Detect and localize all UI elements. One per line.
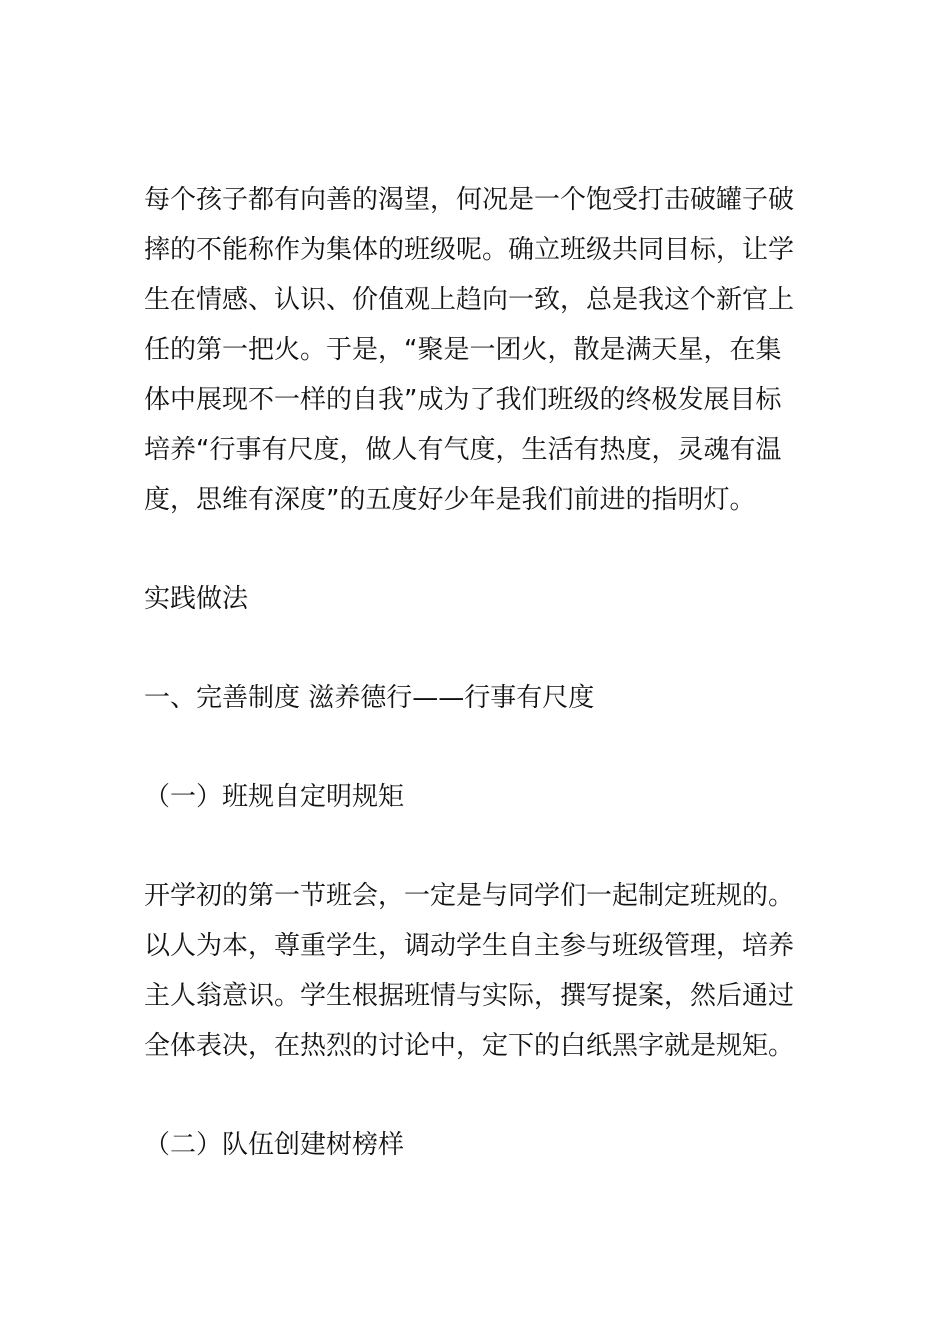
paragraph-2-line: 以人为本，尊重学生，调动学生自主参与班级管理，培养	[144, 931, 795, 961]
paragraph-1-line: 每个孩子都有向善的渴望，何况是一个饱受打击破罐子破	[144, 185, 795, 215]
paragraph-2-line: 主人翁意识。学生根据班情与实际，撰写提案，然后通过	[144, 981, 795, 1011]
heading-practice: 实践做法	[144, 584, 249, 614]
paragraph-2-line: 全体表决，在热烈的讨论中，定下的白纸黑字就是规矩。	[144, 1031, 795, 1061]
paragraph-2-line: 开学初的第一节班会，一定是与同学们一起制定班规的。	[144, 881, 795, 911]
paragraph-1-line: 度，思维有深度”的五度好少年是我们前进的指明灯。	[144, 485, 756, 515]
heading-section-1: 一、完善制度 滋养德行——行事有尺度	[144, 683, 595, 713]
paragraph-1-line: 生在情感、认识、价值观上趋向一致，总是我这个新官上	[144, 285, 795, 315]
paragraph-1-line: 培养“行事有尺度，做人有气度，生活有热度，灵魂有温	[144, 435, 782, 465]
heading-subsection-1: （一）班规自定明规矩	[144, 782, 405, 812]
paragraph-1-line: 体中展现不一样的自我”成为了我们班级的终极发展目标	[144, 385, 782, 415]
paragraph-1-line: 任的第一把火。于是，“聚是一团火，散是满天星，在集	[144, 335, 782, 365]
heading-subsection-2: （二）队伍创建树榜样	[144, 1130, 405, 1160]
paragraph-1-line: 摔的不能称作为集体的班级呢。确立班级共同目标，让学	[144, 235, 795, 265]
